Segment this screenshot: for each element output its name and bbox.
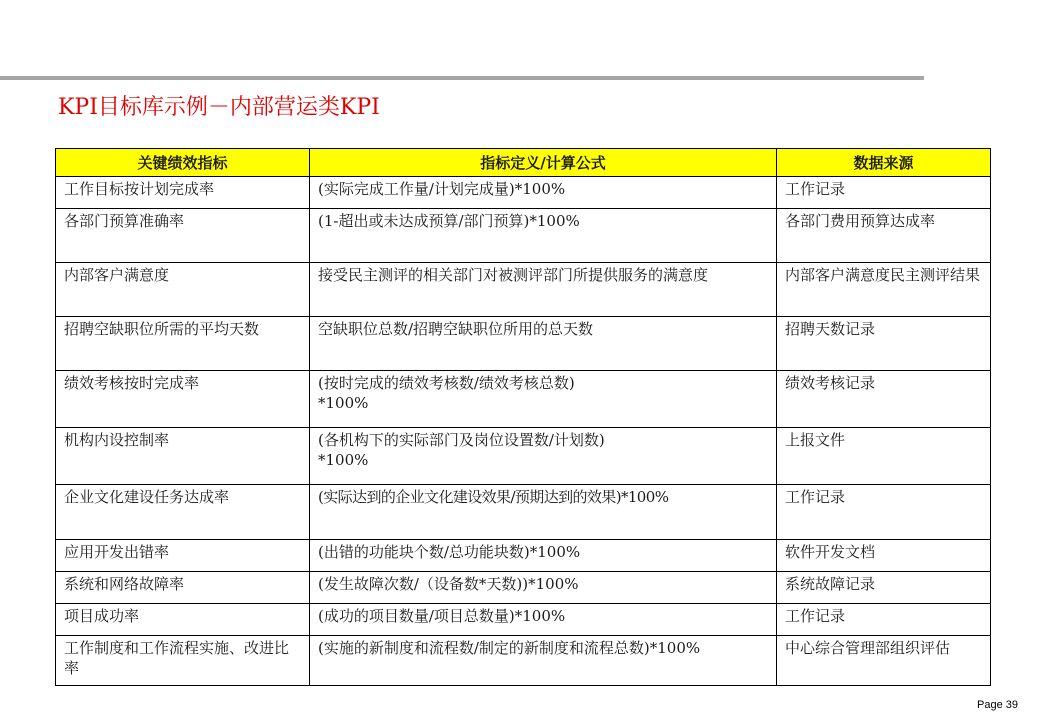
kpi-source-cell: 内部客户满意度民主测评结果 [777,263,991,317]
table-row [56,428,991,485]
table-row [56,572,991,604]
kpi-name-cell: 内部客户满意度 [56,263,310,317]
slide-title: KPI目标库示例－内部营运类KPI [58,95,380,120]
kpi-name-cell: 工作目标按计划完成率 [56,177,310,209]
table-header-row [56,149,991,177]
table-row [56,317,991,371]
kpi-formula-cell: (发生故障次数/（设备数*天数))*100% [310,572,777,604]
table-row [56,485,991,540]
kpi-formula-cell: (按时完成的绩效考核数/绩效考核总数) *100% [310,371,777,428]
kpi-source-cell: 工作记录 [777,604,991,636]
kpi-formula-cell: (各机构下的实际部门及岗位设置数/计划数) *100% [310,428,777,485]
kpi-source-cell: 中心综合管理部组织评估 [777,636,991,686]
kpi-table [55,148,991,686]
header-source: 数据来源 [777,149,991,177]
kpi-source-cell: 系统故障记录 [777,572,991,604]
kpi-formula-cell: 接受民主测评的相关部门对被测评部门所提供服务的满意度 [310,263,777,317]
kpi-source-cell: 上报文件 [777,428,991,485]
kpi-name-cell: 机构内设控制率 [56,428,310,485]
kpi-formula-cell: (实际达到的企业文化建设效果/预期达到的效果)*100% [310,485,777,540]
kpi-formula-cell: (成功的项目数量/项目总数量)*100% [310,604,777,636]
kpi-source-cell: 工作记录 [777,485,991,540]
table-row [56,540,991,572]
table-row [56,209,991,263]
kpi-formula-cell: (实施的新制度和流程数/制定的新制度和流程总数)*100% [310,636,777,686]
kpi-formula-cell: (1-超出或未达成预算/部门预算)*100% [310,209,777,263]
table-row [56,636,991,686]
kpi-name-cell: 应用开发出错率 [56,540,310,572]
kpi-name-cell: 工作制度和工作流程实施、改进比率 [56,636,310,686]
kpi-name-cell: 各部门预算准确率 [56,209,310,263]
kpi-formula-cell: 空缺职位总数/招聘空缺职位所用的总天数 [310,317,777,371]
kpi-source-cell: 招聘天数记录 [777,317,991,371]
table-row [56,177,991,209]
table-row [56,604,991,636]
kpi-source-cell: 工作记录 [777,177,991,209]
kpi-formula-cell: (实际完成工作量/计划完成量)*100% [310,177,777,209]
header-kpi: 关键绩效指标 [56,149,310,177]
kpi-name-cell: 项目成功率 [56,604,310,636]
header-definition: 指标定义/计算公式 [310,149,777,177]
kpi-formula-cell: (出错的功能块个数/总功能块数)*100% [310,540,777,572]
table-row [56,371,991,428]
kpi-source-cell: 绩效考核记录 [777,371,991,428]
kpi-source-cell: 各部门费用预算达成率 [777,209,991,263]
kpi-name-cell: 绩效考核按时完成率 [56,371,310,428]
kpi-name-cell: 企业文化建设任务达成率 [56,485,310,540]
kpi-name-cell: 系统和网络故障率 [56,572,310,604]
table-row [56,263,991,317]
page-number: Page 39 [977,699,1018,711]
top-divider [0,76,924,80]
kpi-source-cell: 软件开发文档 [777,540,991,572]
kpi-name-cell: 招聘空缺职位所需的平均天数 [56,317,310,371]
